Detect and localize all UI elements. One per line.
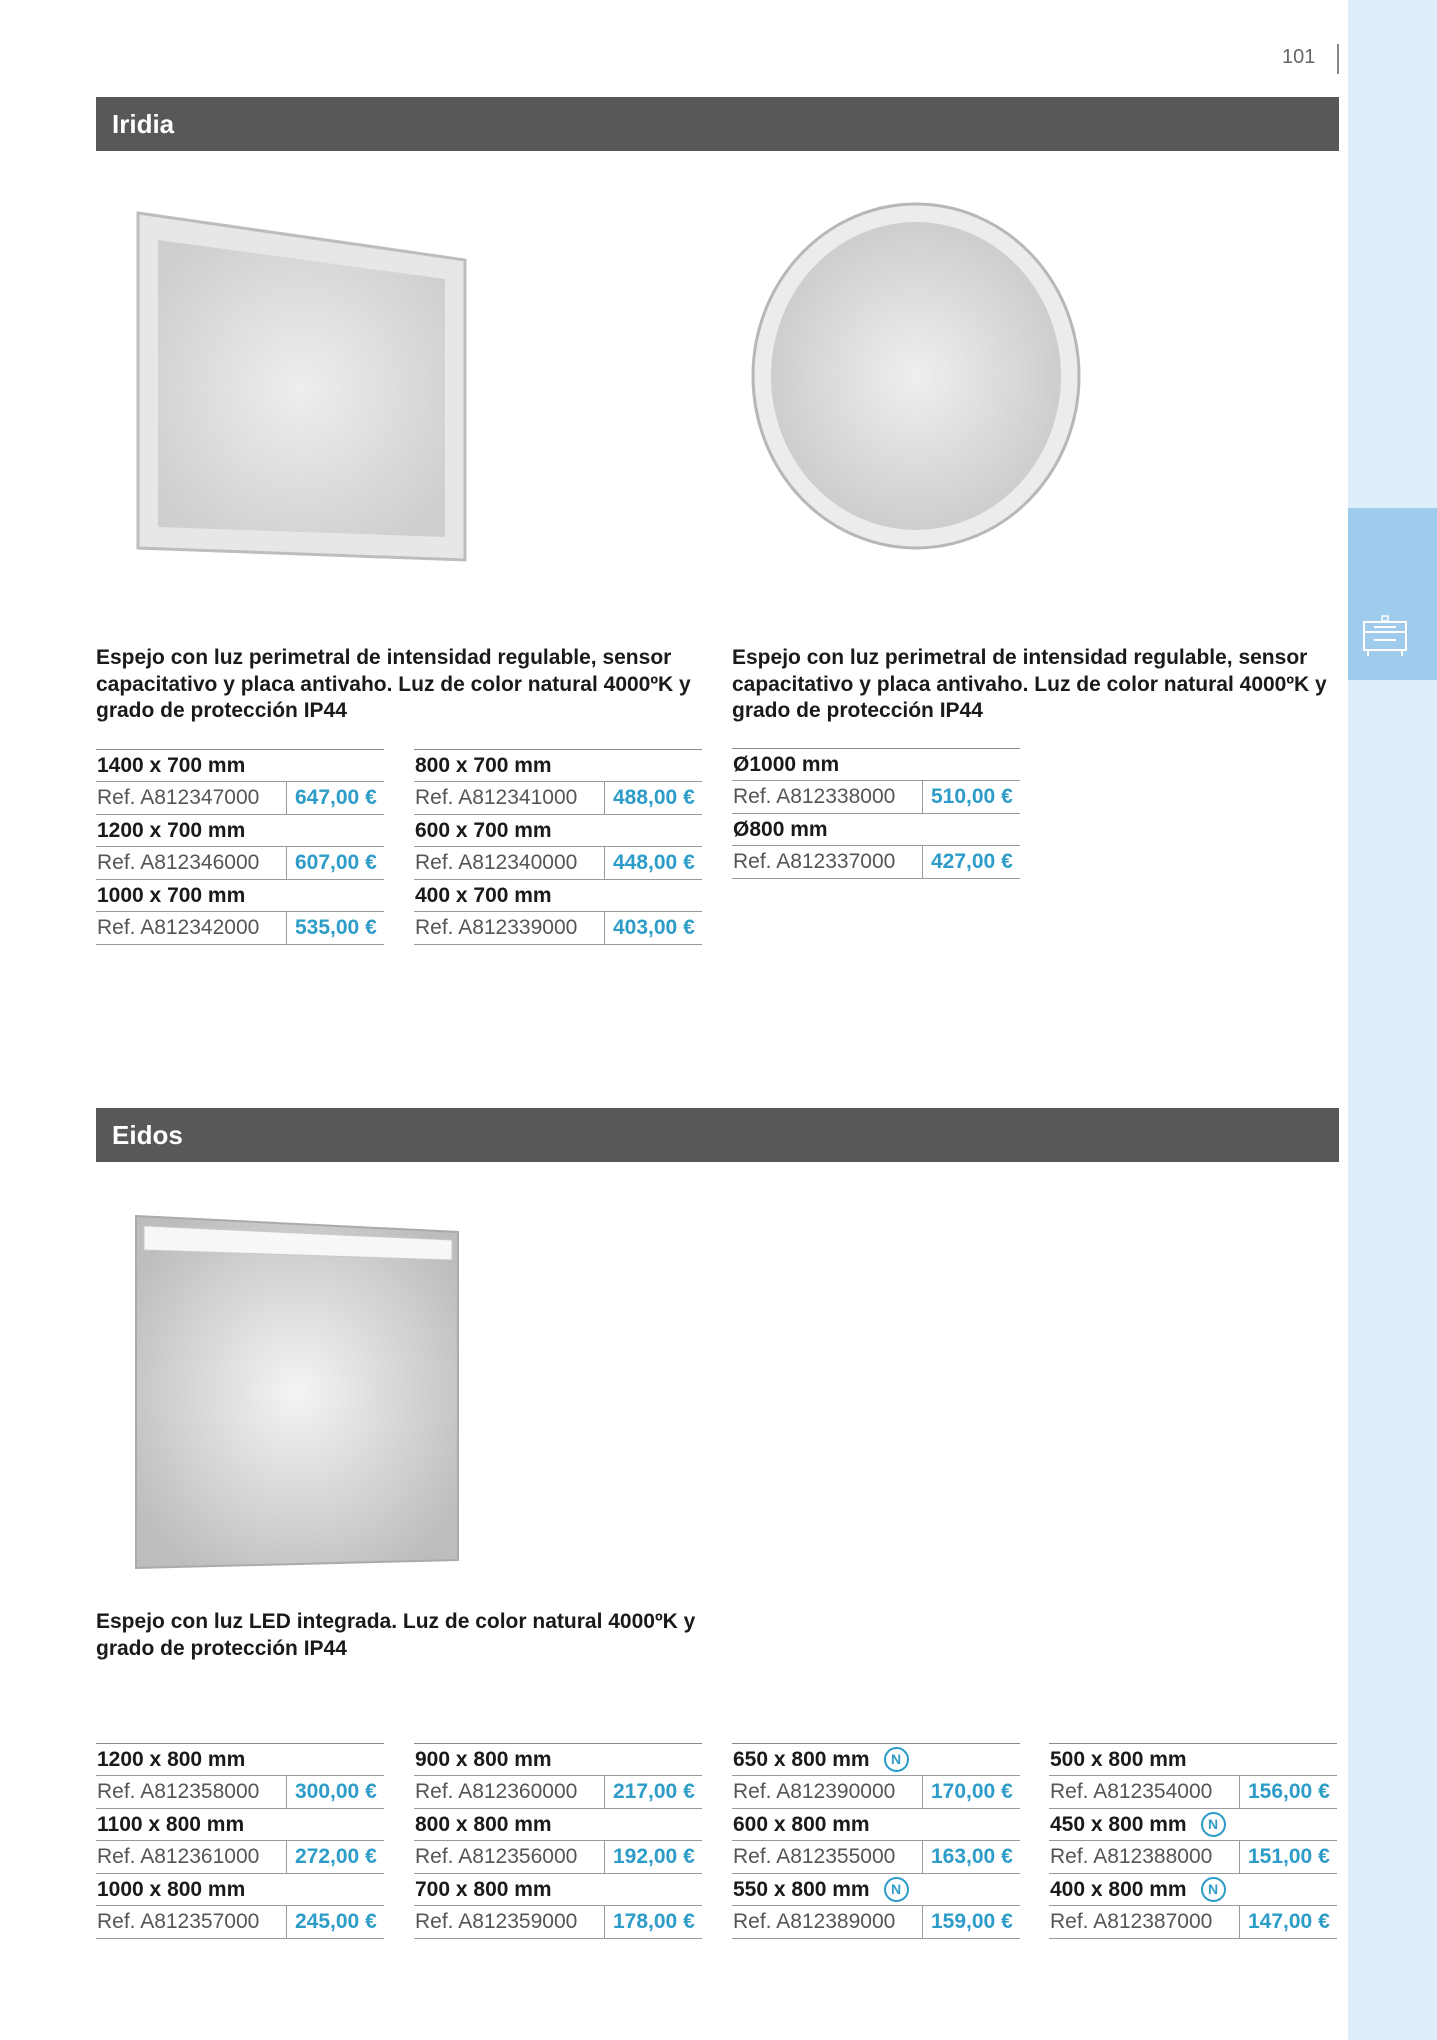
size-label: 700 x 800 mm <box>414 1874 702 1906</box>
price: 163,00 € <box>931 1845 1013 1868</box>
size-label: 400 x 800 mm N <box>1049 1874 1337 1906</box>
table-row <box>96 912 384 945</box>
ref-code: Ref. A812339000 <box>414 912 605 944</box>
size-label: 650 x 800 mm N <box>732 1744 1020 1776</box>
table-row <box>414 782 702 815</box>
new-badge-icon: N <box>884 1877 909 1902</box>
table-row <box>732 846 1020 879</box>
iridia-round-description: Espejo con luz perimetral de intensidad regulable, sensor capacitativo y placa antivaho. Luz de color natural 4000ºK y grado de protección IP44 <box>732 646 1327 722</box>
page-number: 101 <box>1282 46 1316 68</box>
size-label: 450 x 800 mm N <box>1049 1809 1337 1841</box>
eidos-description: Espejo con luz LED integrada. Luz de color natural 4000ºK y grado de protección IP44 <box>96 1610 696 1660</box>
eidos-price-table-3 <box>732 1743 1020 1939</box>
ref-code: Ref. A812390000 <box>732 1776 923 1808</box>
ref-code: Ref. A812337000 <box>732 846 923 878</box>
table-row <box>96 847 384 880</box>
ref-code: Ref. A812359000 <box>414 1906 605 1938</box>
eidos-price-table-2 <box>414 1743 702 1939</box>
size-label: 1200 x 700 mm <box>96 815 384 847</box>
price: 647,00 € <box>295 786 377 809</box>
price: 159,00 € <box>931 1910 1013 1933</box>
price: 607,00 € <box>295 851 377 874</box>
size-label: 1000 x 700 mm <box>96 880 384 912</box>
size-label: 1200 x 800 mm <box>96 1744 384 1776</box>
ref-code: Ref. A812340000 <box>414 847 605 879</box>
price: 300,00 € <box>295 1780 377 1803</box>
iridia-rect-mirror-image <box>130 205 470 570</box>
iridia-price-table-1 <box>96 749 384 945</box>
table-row <box>1049 1906 1337 1939</box>
price: 192,00 € <box>613 1845 695 1868</box>
section-title-eidos: Eidos <box>96 1108 1339 1162</box>
price: 156,00 € <box>1248 1780 1330 1803</box>
ref-code: Ref. A812354000 <box>1049 1776 1240 1808</box>
size-label: 400 x 700 mm <box>414 880 702 912</box>
table-row <box>732 1841 1020 1874</box>
table-row <box>414 1776 702 1809</box>
price: 245,00 € <box>295 1910 377 1933</box>
side-band <box>1348 0 1437 2040</box>
ref-code: Ref. A812361000 <box>96 1841 287 1873</box>
ref-code: Ref. A812388000 <box>1049 1841 1240 1873</box>
table-row <box>414 1906 702 1939</box>
price: 170,00 € <box>931 1780 1013 1803</box>
ref-code: Ref. A812347000 <box>96 782 287 814</box>
size-label: 1400 x 700 mm <box>96 750 384 782</box>
eidos-mirror-image <box>130 1210 465 1572</box>
section-title-iridia: Iridia <box>96 97 1339 151</box>
size-label: Ø800 mm <box>732 814 1020 846</box>
size-label: 550 x 800 mm N <box>732 1874 1020 1906</box>
price: 403,00 € <box>613 916 695 939</box>
price: 448,00 € <box>613 851 695 874</box>
size-label: 600 x 800 mm <box>732 1809 1020 1841</box>
iridia-rect-description: Espejo con luz perimetral de intensidad regulable, sensor capacitativo y placa antivaho. Luz de color natural 4000ºK y grado de protección IP44 <box>96 646 691 722</box>
table-row <box>1049 1841 1337 1874</box>
ref-code: Ref. A812356000 <box>414 1841 605 1873</box>
price: 151,00 € <box>1248 1845 1330 1868</box>
table-row <box>96 1906 384 1939</box>
price: 510,00 € <box>931 785 1013 808</box>
new-badge-icon: N <box>884 1747 909 1772</box>
price: 147,00 € <box>1248 1910 1330 1933</box>
ref-code: Ref. A812389000 <box>732 1906 923 1938</box>
ref-code: Ref. A812355000 <box>732 1841 923 1873</box>
table-row <box>96 1776 384 1809</box>
table-row <box>414 912 702 945</box>
ref-code: Ref. A812358000 <box>96 1776 287 1808</box>
size-label: 900 x 800 mm <box>414 1744 702 1776</box>
table-row <box>1049 1776 1337 1809</box>
ref-code: Ref. A812338000 <box>732 781 923 813</box>
table-row <box>414 847 702 880</box>
page-divider <box>1337 44 1339 74</box>
bathroom-cabinet-icon <box>1360 612 1410 662</box>
new-badge-icon: N <box>1201 1877 1226 1902</box>
price: 272,00 € <box>295 1845 377 1868</box>
size-label: 800 x 700 mm <box>414 750 702 782</box>
ref-code: Ref. A812360000 <box>414 1776 605 1808</box>
iridia-round-mirror-image <box>748 200 1084 552</box>
price: 488,00 € <box>613 786 695 809</box>
price: 178,00 € <box>613 1910 695 1933</box>
price: 217,00 € <box>613 1780 695 1803</box>
size-label: 1100 x 800 mm <box>96 1809 384 1841</box>
ref-code: Ref. A812357000 <box>96 1906 287 1938</box>
size-label: 1000 x 800 mm <box>96 1874 384 1906</box>
size-label: 500 x 800 mm <box>1049 1744 1337 1776</box>
iridia-price-table-2 <box>414 749 702 945</box>
size-label: 800 x 800 mm <box>414 1809 702 1841</box>
price: 427,00 € <box>931 850 1013 873</box>
table-row <box>96 1841 384 1874</box>
table-row <box>732 1906 1020 1939</box>
table-row <box>414 1841 702 1874</box>
size-label: 600 x 700 mm <box>414 815 702 847</box>
ref-code: Ref. A812387000 <box>1049 1906 1240 1938</box>
eidos-price-table-4 <box>1049 1743 1337 1939</box>
iridia-price-table-3 <box>732 748 1020 879</box>
table-row <box>96 782 384 815</box>
price: 535,00 € <box>295 916 377 939</box>
size-label: Ø1000 mm <box>732 749 1020 781</box>
ref-code: Ref. A812342000 <box>96 912 287 944</box>
ref-code: Ref. A812346000 <box>96 847 287 879</box>
ref-code: Ref. A812341000 <box>414 782 605 814</box>
table-row <box>732 781 1020 814</box>
new-badge-icon: N <box>1201 1812 1226 1837</box>
eidos-price-table-1 <box>96 1743 384 1939</box>
table-row <box>732 1776 1020 1809</box>
